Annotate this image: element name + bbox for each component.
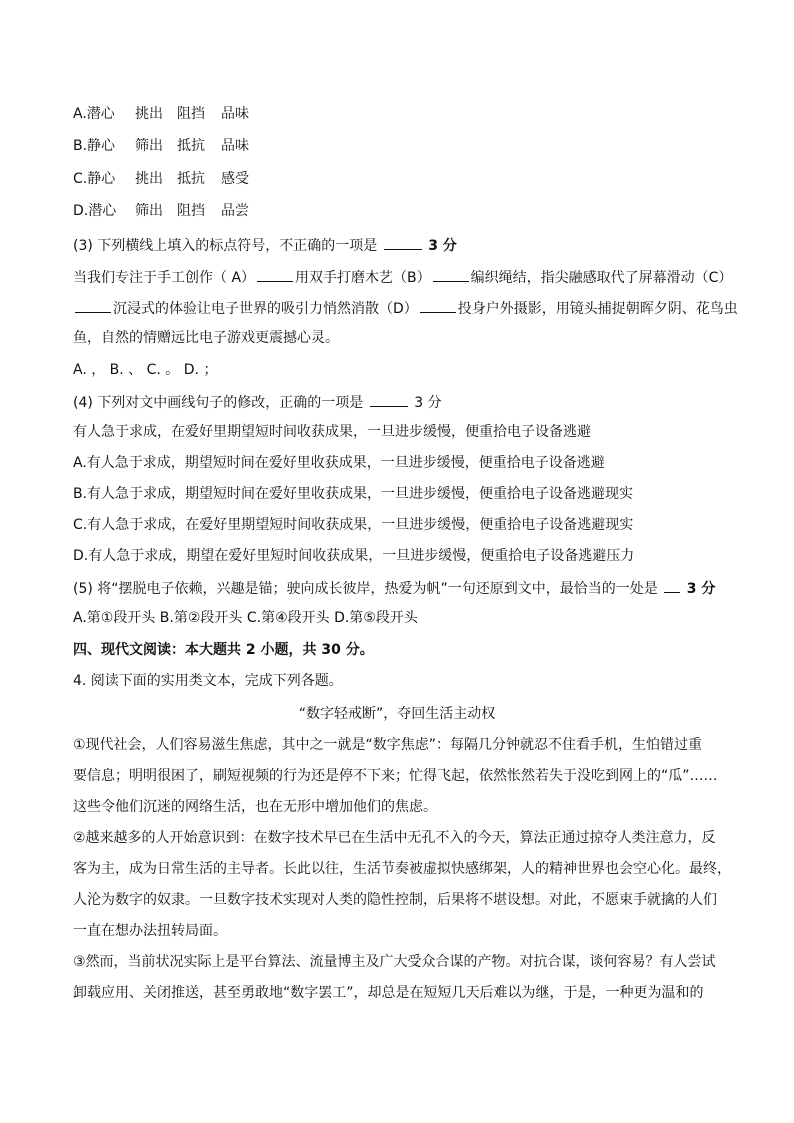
q4-option-d: D.有人急于求成，期望在爱好里短时间收获成果，一旦进步缓慢，便重拾电子设备逃避压力	[73, 548, 635, 564]
answer-blank[interactable]	[384, 234, 422, 250]
q5-options: A.第①段开头 B.第②段开头 C.第④段开头 D.第⑤段开头	[73, 610, 418, 626]
section-heading: 四、现代文阅读：本大题共 2 小题，共 30 分。	[73, 642, 374, 658]
q2-option-b: B.静心 筛出 抵抗 品味	[73, 138, 249, 154]
paragraph-3-line: ③然而，当前状况实际上是平台算法、流量博主及广大受众合谋的产物。对抗合谋，谈何容易？有人尝试	[73, 954, 716, 970]
q3-stem: (3) 下列横线上填入的标点符号，不正确的一项是 3 分	[73, 234, 457, 256]
fill-blank-d	[420, 297, 456, 313]
q3-passage-line-2: 沉浸式的体验让电子世界的吸引力悄然消散（D） 投身户外摄影，用镜头捕捉朝晖夕阴、花鸟虫	[73, 297, 738, 319]
article-title: “数字轻戒断”，夺回生活主动权	[298, 706, 496, 722]
q4-option-b: B.有人急于求成，期望短时间在爱好里收获成果，一旦进步缓慢，便重拾电子设备逃避现实	[73, 486, 634, 502]
fill-blank-b	[433, 266, 469, 282]
q4-original-sentence: 有人急于求成，在爱好里期望短时间收获成果，一旦进步缓慢，便重拾电子设备逃避	[73, 424, 591, 440]
q4-option-c: C.有人急于求成，在爱好里期望短时间收获成果，一旦进步缓慢，便重拾电子设备逃避现实	[73, 517, 634, 533]
paragraph-2-line: 一直在想办法扭转局面。	[73, 923, 227, 939]
paragraph-3-line: 卸载应用、关闭推送，甚至勇敢地“数字罢工”，却总是在短短几天后难以为继，于是，一种更为温和的	[73, 985, 704, 1001]
paragraph-2-line: 客为主，成为日常生活的主导者。长此以往，生活节奏被虚拟快感绑架，人的精神世界也会空心化。最终，	[73, 861, 731, 877]
q2-option-c: C.静心 挑出 抵抗 感受	[73, 171, 249, 187]
q3-passage-line-1: 当我们专注于手工创作（ A） 用双手打磨木艺（B） 编织绳结，指尖融感取代了屏幕滑动（C）	[73, 266, 732, 288]
q3-options: A. ， B. 、 C. 。 D. ；	[73, 362, 218, 378]
q2-option-a: A.潜心 挑出 阻挡 品味	[73, 106, 249, 122]
paragraph-1-line: 要信息；明明很困了，刷短视频的行为还是停不下来；忙得飞起，依然怅然若失于没吃到网上的“瓜”……	[73, 768, 718, 784]
question-4-instruction: 4. 阅读下面的实用类文本，完成下列各题。	[73, 673, 343, 689]
q2-option-d: D.潜心 筛出 阻挡 品尝	[73, 203, 249, 219]
q4-option-a: A.有人急于求成，期望短时间在爱好里收获成果，一旦进步缓慢，便重拾电子设备逃避	[73, 455, 605, 471]
fill-blank-c	[75, 297, 111, 313]
paragraph-1-line: 这些令他们沉迷的网络生活，也在无形中增加他们的焦虑。	[73, 799, 437, 815]
paragraph-1-line: ①现代社会，人们容易滋生焦虑，其中之一就是“数字焦虑”：每隔几分钟就忍不住看手机，生怕错过重	[73, 737, 703, 753]
paragraph-2-line: ②越来越多的人开始意识到：在数字技术早已在生活中无孔不入的今天，算法正通过掠夺人类注意力，反	[73, 830, 716, 846]
answer-blank[interactable]	[664, 577, 680, 593]
q5-stem: (5) 将“摆脱电子依赖，兴趣是锚；驶向成长彼岸，热爱为帆”一句还原到文中，最恰当的一处是 3 分	[73, 577, 715, 599]
q4-stem: (4) 下列对文中画线句子的修改，正确的一项是 3 分	[73, 391, 442, 413]
paragraph-2-line: 人沦为数字的奴隶。一旦数字技术实现对人类的隐性控制，后果将不堪设想。对此，不愿束手就擒的人们	[73, 892, 717, 908]
answer-blank[interactable]	[370, 391, 408, 407]
q3-passage-line-3: 鱼，自然的情赠远比电子游戏更震撼心灵。	[73, 330, 339, 346]
fill-blank-a	[257, 266, 293, 282]
